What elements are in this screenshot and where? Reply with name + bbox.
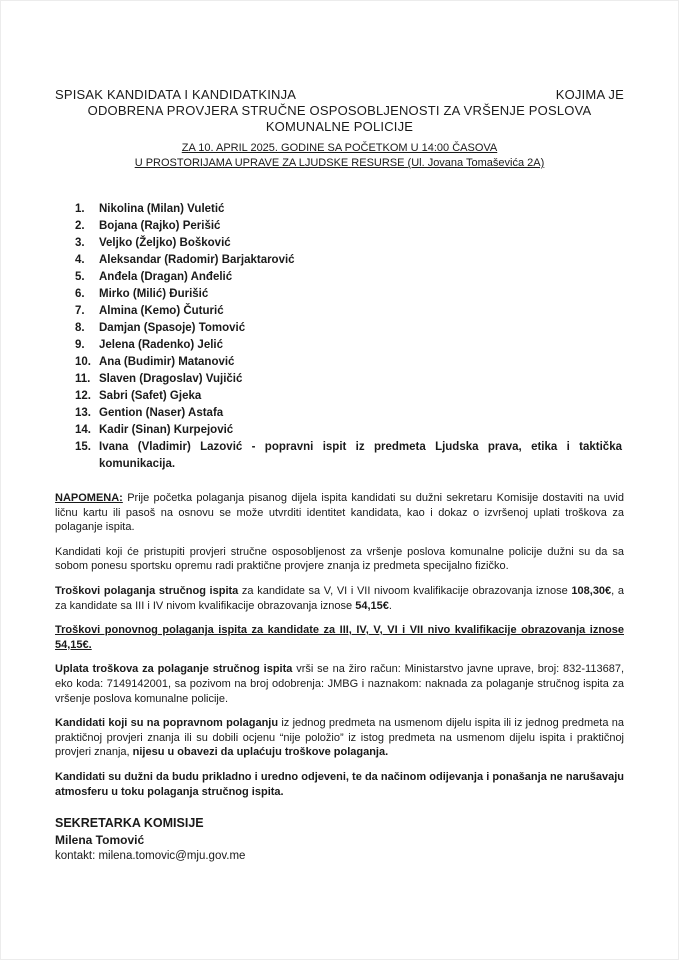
list-item bbox=[75, 354, 622, 371]
candidate-number: 9. bbox=[75, 339, 85, 351]
text-segment: Troškovi ponovnog polaganja ispita za kandidate za III, IV, V, VI i VII nivo kvalifikacije obrazovanja iznose 54,15€. bbox=[55, 624, 624, 651]
note-paragraph bbox=[55, 662, 624, 706]
list-item bbox=[75, 252, 622, 269]
exam-location-line: U PROSTORIJAMA UPRAVE ZA LJUDSKE RESURSE (Ul. Jovana Tomaševića 2A) bbox=[134, 157, 545, 169]
list-item bbox=[75, 303, 622, 320]
title-line-3: KOMUNALNE POLICIJE bbox=[265, 119, 414, 134]
list-item bbox=[75, 422, 622, 439]
list-item bbox=[75, 388, 622, 405]
list-item bbox=[75, 218, 622, 235]
candidate-name: Kadir (Sinan) Kurpejović bbox=[99, 424, 234, 436]
candidate-name: Damjan (Spasoje) Tomović bbox=[99, 322, 246, 334]
candidate-number: 12. bbox=[75, 390, 91, 402]
candidate-name: Mirko (Milić) Đurišić bbox=[99, 288, 209, 300]
text-segment: . bbox=[388, 599, 392, 612]
candidate-number: 1. bbox=[75, 203, 85, 215]
title-line-1-left: SPISAK KANDIDATA I KANDIDATKINJA bbox=[55, 87, 297, 102]
candidate-name: Gention (Naser) Astafa bbox=[99, 407, 224, 419]
text-segment: , a za kandidate sa III i IV nivom kvalifikacije obrazovanja iznose bbox=[55, 584, 624, 612]
candidate-name: Veljko (Željko) Bošković bbox=[99, 237, 231, 249]
candidate-name: Jelena (Radenko) Jelić bbox=[99, 339, 223, 351]
text-segment: NAPOMENA: bbox=[55, 492, 123, 504]
candidate-number: 15. bbox=[75, 441, 91, 453]
candidate-name: Ana (Budimir) Matanović bbox=[99, 356, 235, 368]
list-item bbox=[75, 405, 622, 422]
candidate-number: 13. bbox=[75, 407, 91, 419]
secretary-title: SEKRETARKA KOMISIJE bbox=[55, 816, 204, 831]
candidate-number: 11. bbox=[75, 373, 91, 385]
list-item bbox=[75, 320, 622, 337]
list-item bbox=[75, 439, 622, 473]
note-paragraph bbox=[55, 623, 624, 652]
candidate-number: 5. bbox=[75, 271, 85, 283]
text-segment: Troškovi polaganja stručnog ispita bbox=[55, 584, 239, 597]
title-line-2: ODOBRENA PROVJERA STRUČNE OSPOSOBLJENOSTI ZA VRŠENJE POSLOVA bbox=[87, 103, 592, 118]
candidate-number: 10. bbox=[75, 356, 91, 368]
text-segment: iz jednog predmeta na usmenom dijelu ispita ili iz jednog predmeta na praktičnoj provjeri znanja ili su dobili ocjenu “nije položio” iz istog predmeta na usmenom dijelu ispita i praktičnoj provjeri znanja, bbox=[55, 717, 624, 759]
text-segment: Uplata troškova za polaganje stručnog ispita bbox=[55, 663, 293, 676]
candidate-name: Anđela (Dragan) Anđelić bbox=[99, 271, 233, 283]
candidate-name: Nikolina (Milan) Vuletić bbox=[99, 203, 225, 215]
candidate-name: Almina (Kemo) Čuturić bbox=[99, 305, 224, 317]
text-segment: Kandidati koji će pristupiti provjeri stručne osposobljenost za vršenje poslova komunalne policije dužni su da sa sobom ponesu sportsku opremu radi praktične provjere znanja iz predmeta specijalno fizičko. bbox=[55, 545, 624, 573]
list-item bbox=[75, 371, 622, 388]
candidate-list bbox=[55, 201, 624, 473]
document-title bbox=[55, 87, 624, 135]
text-segment: 54,15€ bbox=[355, 599, 389, 612]
text-segment: Kandidati koji su na popravnom polaganju bbox=[55, 717, 279, 730]
candidate-number: 14. bbox=[75, 424, 91, 436]
text-segment: Prije početka polaganja pisanog dijela ispita kandidati su dužni sekretaru Komisije dostaviti na uvid ličnu kartu ili pasoš na osnovu se može utvrditi identitet kandidata, kao i dokaz o izvršenoj uplati troškova za polaganje ispita. bbox=[55, 492, 624, 534]
list-item bbox=[75, 269, 622, 286]
list-item bbox=[75, 286, 622, 303]
note-paragraph bbox=[55, 770, 624, 799]
candidate-name: Slaven (Dragoslav) Vujičić bbox=[99, 373, 243, 385]
candidate-name: Sabri (Safet) Gjeka bbox=[99, 390, 202, 402]
title-line-1 bbox=[55, 87, 624, 103]
candidate-number: 2. bbox=[75, 220, 85, 232]
text-segment: nijesu u obavezi da uplaćuju troškove polaganja. bbox=[132, 746, 389, 759]
candidate-name: Ivana (Vladimir) Lazović - popravni ispit iz predmeta Ljudska prava, etika i taktička komunikacija. bbox=[99, 441, 622, 470]
candidate-name: Bojana (Rajko) Perišić bbox=[99, 220, 221, 232]
text-segment: 108,30€ bbox=[571, 584, 612, 597]
candidate-number: 8. bbox=[75, 322, 85, 334]
list-item bbox=[75, 235, 622, 252]
note-paragraph bbox=[55, 584, 624, 613]
title-line-1-right: KOJIMA JE bbox=[555, 87, 624, 102]
secretary-name: Milena Tomović bbox=[55, 833, 145, 848]
text-segment: vrši se na žiro račun: Ministarstvo javne uprave, broj: 832-113687, eko koda: 7149142001, sa pozivom na broj odobrenja: JMBG i naznakom: naknada za polaganje stručnog ispita za vršenje poslova komunalne policije. bbox=[55, 663, 624, 705]
list-item bbox=[75, 337, 622, 354]
text-segment: Kandidati su dužni da budu prikladno i uredno odjeveni, te da načinom odijevanja i ponašanja ne narušavaju atmosferu u toku polaganja stručnog ispita. bbox=[55, 770, 624, 798]
note-paragraph bbox=[55, 491, 624, 535]
note-paragraph bbox=[55, 716, 624, 760]
candidate-number: 6. bbox=[75, 288, 85, 300]
note-paragraph bbox=[55, 545, 624, 574]
candidate-number: 7. bbox=[75, 305, 85, 317]
secretary-contact: kontakt: milena.tomovic@mju.gov.me bbox=[55, 850, 246, 863]
notes-section bbox=[55, 491, 624, 799]
candidate-name: Aleksandar (Radomir) Barjaktarović bbox=[99, 254, 295, 266]
exam-date-line: ZA 10. APRIL 2025. GODINE SA POČETKOM U 14:00 ČASOVA bbox=[181, 142, 498, 154]
text-segment: za kandidate sa V, VI i VII nivoom kvalifikacije obrazovanja iznose bbox=[238, 584, 572, 597]
list-item bbox=[75, 201, 622, 218]
signature-block bbox=[55, 815, 624, 864]
candidate-number: 4. bbox=[75, 254, 85, 266]
candidate-number: 3. bbox=[75, 237, 85, 249]
